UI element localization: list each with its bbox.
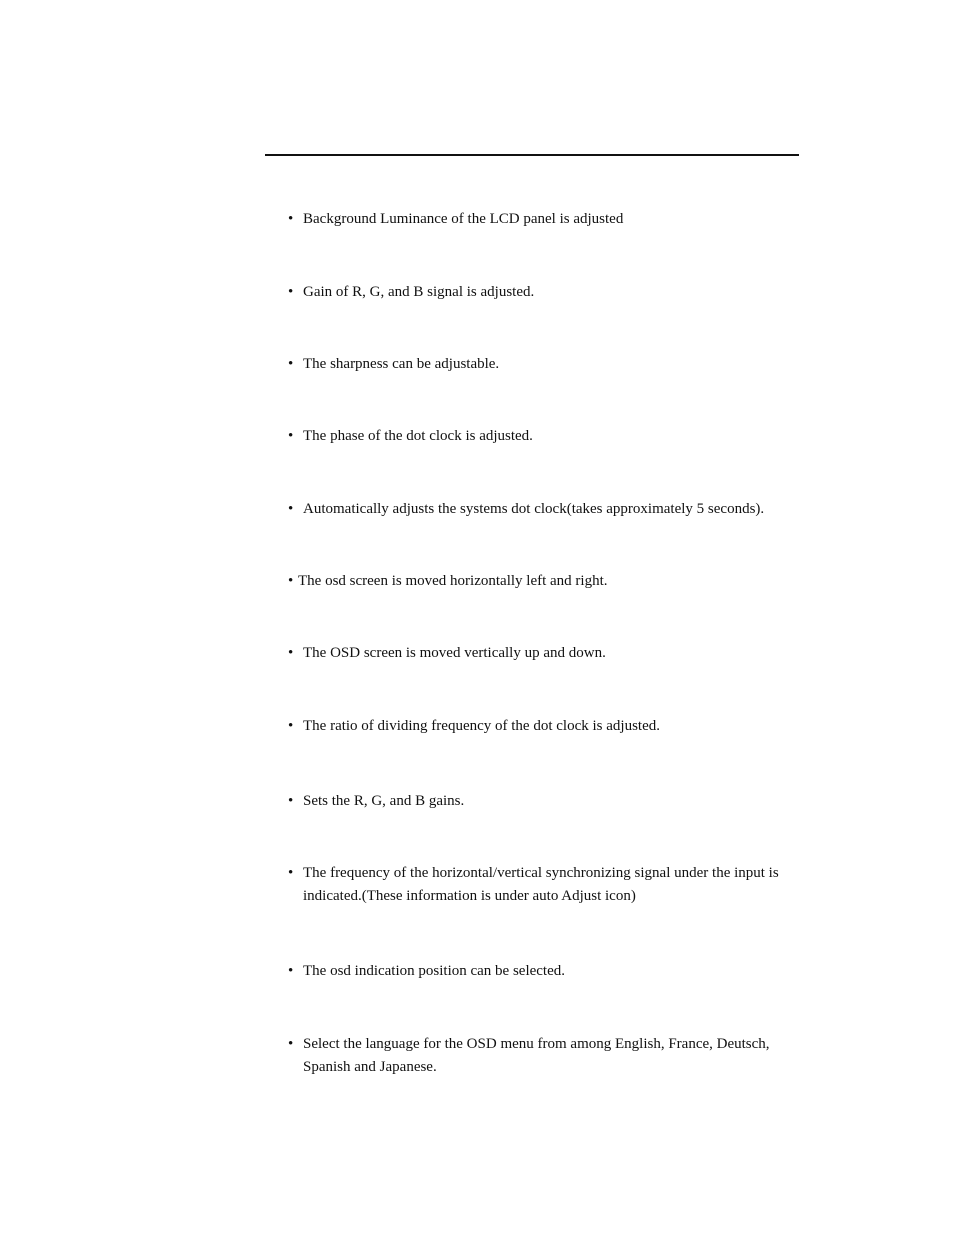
item-text: The sharpness can be adjustable. (303, 356, 500, 372)
bullet-icon: • (288, 356, 294, 372)
list-item (288, 790, 798, 813)
list-item (288, 642, 798, 665)
item-text: The frequency of the horizontal/vertical synchronizing signal under the input is indicated.(These information is under auto Adjust icon) (303, 865, 779, 904)
bullet-icon: • (288, 211, 294, 227)
item-text: The OSD screen is moved vertically up and down. (303, 645, 606, 661)
item-text: Sets the R, G, and B gains. (303, 793, 465, 809)
bullet-icon: • (288, 428, 294, 444)
list-item (288, 353, 798, 376)
list-item (288, 862, 798, 908)
header-rule (265, 154, 799, 156)
bullet-icon: • (288, 501, 294, 517)
list-item (288, 498, 798, 521)
bullet-icon: • (288, 573, 294, 589)
list-item (288, 425, 798, 448)
item-text: The osd indication position can be selected. (303, 963, 566, 979)
item-text: Gain of R, G, and B signal is adjusted. (303, 284, 535, 300)
item-text: Automatically adjusts the systems dot clock(takes approximately 5 seconds). (303, 501, 765, 517)
item-text: The osd screen is moved horizontally left and right. (298, 573, 608, 589)
list-item (288, 960, 798, 983)
list-item (288, 570, 798, 593)
bullet-icon: • (288, 1036, 294, 1052)
bullet-icon: • (288, 963, 294, 979)
item-text: The phase of the dot clock is adjusted. (303, 428, 533, 444)
bullet-icon: • (288, 718, 294, 734)
bullet-icon: • (288, 793, 294, 809)
bullet-icon: • (288, 865, 294, 881)
item-text: The ratio of dividing frequency of the dot clock is adjusted. (303, 718, 660, 734)
list-item (288, 715, 798, 738)
item-text: Background Luminance of the LCD panel is adjusted (303, 211, 624, 227)
item-text: Select the language for the OSD menu from among English, France, Deutsch, Spanish and Japanese. (303, 1036, 770, 1075)
list-item (288, 208, 798, 231)
list-item (288, 1033, 798, 1079)
bullet-icon: • (288, 645, 294, 661)
list-item (288, 281, 798, 304)
bullet-icon: • (288, 284, 294, 300)
